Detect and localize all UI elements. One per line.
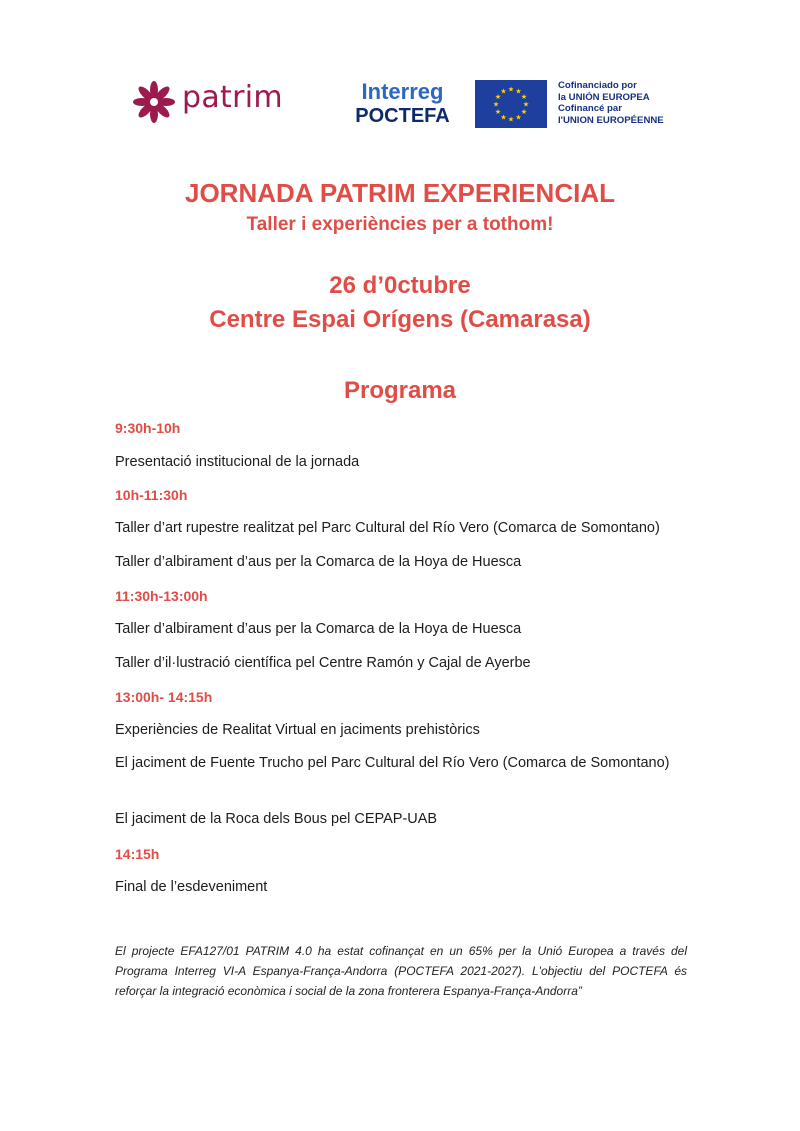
time-slot: 13:00h- 14:15h (115, 689, 213, 705)
patrim-star-icon (132, 80, 176, 124)
eu-cofinancing-text (558, 80, 664, 126)
schedule-item: Presentació institucional de la jornada (115, 454, 360, 470)
time-slot: 11:30h-13:00h (115, 588, 208, 604)
eu-line-4: l'UNION EUROPÉENNE (558, 114, 664, 126)
funding-note: El projecte EFA127/01 PATRIM 4.0 ha estat cofinançat en un 65% per la Unió Europea a través del Programa Interreg VI-A Espanya-França-Andorra (POCTEFA 2021-2027). L'objectiu del POCTEFA és reforçar la integració econòmica i social de la zona fronterera Espanya-França-Andorra” (115, 944, 687, 998)
eu-line-1: Cofinanciado por (558, 80, 637, 91)
eu-star-icon: ★ (507, 116, 515, 124)
event-subtitle: Taller i experiències per a tothom! (246, 214, 554, 235)
eu-star-icon: ★ (500, 114, 507, 122)
eu-star-icon: ★ (492, 101, 500, 109)
patrim-logo (132, 78, 302, 128)
eu-star-icon: ★ (520, 109, 528, 116)
eu-star-icon: ★ (507, 86, 515, 94)
eu-star-icon: ★ (515, 114, 522, 122)
schedule-item: Taller d’albirament d’aus per la Comarca de la Hoya de Huesca (115, 621, 522, 637)
time-slot: 9:30h-10h (115, 420, 181, 436)
patrim-wordmark: patrim (182, 80, 283, 115)
event-date: 26 d’0ctubre (329, 272, 471, 299)
event-title: JORNADA PATRIM EXPERIENCIAL (185, 178, 615, 208)
poctefa-text: POCTEFA (355, 105, 450, 127)
schedule-item: Taller d’albirament d’aus per la Comarca de la Hoya de Huesca (115, 554, 522, 570)
time-slot: 10h-11:30h (115, 487, 188, 503)
event-place: Centre Espai Orígens (Camarasa) (209, 306, 591, 333)
eu-star-icon: ★ (515, 88, 522, 96)
schedule-item: Taller d’art rupestre realitzat pel Parc Cultural del Río Vero (Comarca de Somontano) (115, 520, 660, 536)
eu-star-icon: ★ (520, 94, 528, 101)
eu-star-icon: ★ (494, 94, 502, 101)
program-heading: Programa (343, 377, 457, 404)
schedule-item: El jaciment de Fuente Trucho pel Parc Cultural del Río Vero (Comarca de Somontano) (115, 755, 670, 771)
eu-line-2: la UNIÓN EUROPEA (558, 91, 650, 103)
schedule-item: El jaciment de la Roca dels Bous pel CEPAP-UAB (115, 811, 438, 827)
eu-star-icon: ★ (494, 109, 502, 116)
eu-star-icon: ★ (500, 88, 507, 96)
schedule-item: Taller d’il·lustració científica pel Centre Ramón y Cajal de Ayerbe (115, 655, 531, 671)
time-slot: 14:15h (115, 846, 160, 862)
schedule-item: Experiències de Realitat Virtual en jaciments prehistòrics (115, 722, 480, 738)
eu-flag-icon (475, 80, 547, 128)
eu-star-icon: ★ (522, 101, 530, 109)
schedule-item: Final de l’esdeveniment (115, 879, 268, 895)
interreg-poctefa-logo (345, 80, 460, 128)
eu-line-3: Cofinancé par (558, 103, 622, 114)
interreg-text: Interreg (361, 79, 444, 104)
